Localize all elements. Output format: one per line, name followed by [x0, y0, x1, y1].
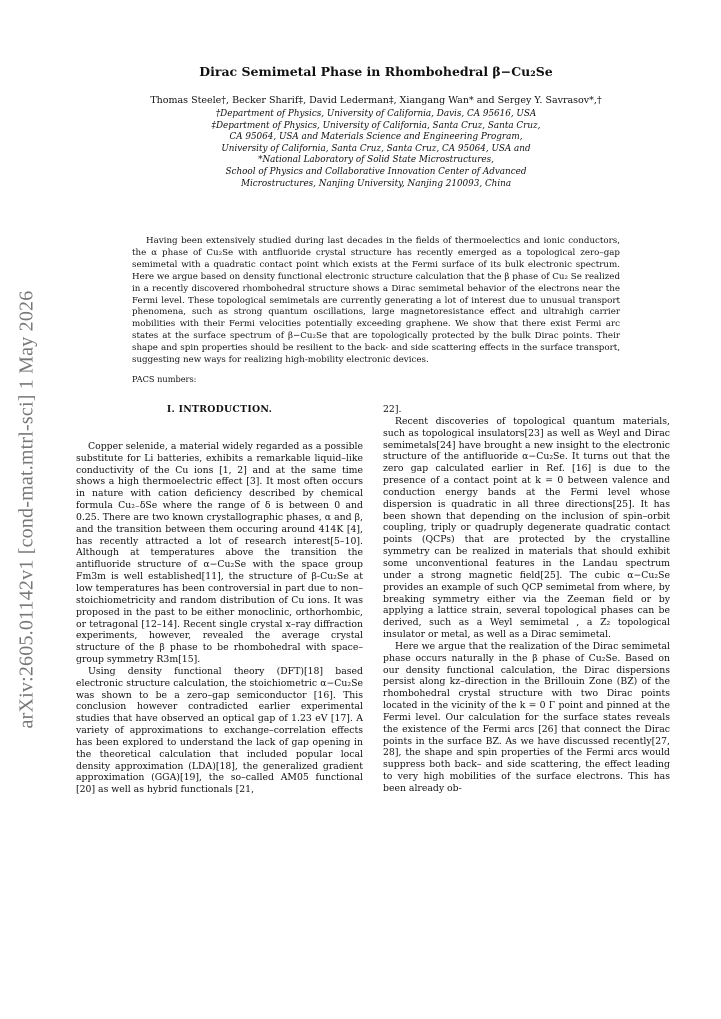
section-heading: I. INTRODUCTION. [166, 404, 273, 415]
right-column [383, 404, 670, 795]
arxiv-sidebar-stamp [8, 0, 46, 1019]
paragraph: Copper selenide, a material widely regarded as a possible substitute for Li batteries, exhibits a remarkable liquid–like conductivity of the Cu ions [1, 2] and at the same time shows a high thermoelectric effect [3]. It most often occurs in nature with cation deficiency described by chemical formula Cu₂₋δSe where the range of δ is between 0 and 0.25. There are two known crystallographic phases, α and β, and the transition between them occuring around 414K [4], has recently attracted a lot of research interest[5–10]. Although at temperatures above the transition the antifluoride structure of α−Cu₂Se with the space group Fm3m is well established[11], the structure of β-Cu₂Se at low temperatures has been controversial in part due to non–stoichiometricity and random distribution of Cu ions. It was proposed in the past to be either monoclinic, orthorhombic, or tetragonal [12–14]. Recent single crystal x–ray diffraction experiments, however, revealed the average crystal structure of the β phase to be rhombohedral with space–group symmetry R3m[15]. [76, 440, 363, 666]
affiliation-line: School of Physics and Collaborative Innovation Center of Advanced [225, 166, 527, 177]
affiliations [76, 109, 676, 190]
affiliation-line: *National Laboratory of Solid State Microstructures, [258, 155, 494, 166]
author-list: Thomas Steele†, Becker Sharif‡, David Lederman‡, Xiangang Wan* and Sergey Y. Savrasov*,† [150, 95, 602, 106]
paragraph: Using density functional theory (DFT)[18] based electronic structure calculation, the stoichiometric α−Cu₂Se was shown to be a zero–gap semiconductor [16]. This conclusion however contradicted earlier experimental studies that have observed an optical gap of 1.23 eV [17]. A variety of approximations to exchange–correlation effects has been explored to understand the lack of gap opening in the theoretical calculation that included popular local density approximation (LDA)[18], the generalized gradient approximation (GGA)[19], the so–called AM05 functional [20] as well as hybrid functionals [21, [76, 665, 363, 796]
affiliation-line: †Department of Physics, University of California, Davis, CA 95616, USA [215, 109, 537, 119]
paper-title: Dirac Semimetal Phase in Rhombohedral β−Cu₂Se [199, 64, 553, 79]
affiliation-line: Microstructures, Nanjing University, Nanjing 210093, China [240, 178, 512, 189]
paragraph: 22]. [383, 404, 402, 415]
affiliation-line: CA 95064, USA and Materials Science and Engineering Program, [229, 132, 523, 143]
paragraph: Recent discoveries of topological quantum materials, such as topological insulators[23] as well as Weyl and Dirac semimetals[24] have brought a new insight to the electronic structure of the antifluoride α−Cu₂Se. It turns out that the zero gap calculated earlier in Ref. [16] is due to the presence of a contact point at k = 0 between valence and conduction energy bands at the Fermi level whose dispersion is quadratic in all three directions[25]. It has been shown that depending on the inclusion of spin–orbit coupling, triply or quadruply degenerate quadratic contact points (QCPs) that are protected by the crystalline symmetry can be realized in materials that should exhibit some unconventional features in the Landau spectrum under a strong magnetic field[25]. The cubic α−Cu₂Se provides an example of such QCP semimetal from where, by breaking symmetry either via the Zeeman field or by applying a lattice strain, several topological phases can be derived, such as a Weyl semimetal , a Z₂ topological insulator or metal, as well as a Dirac semimetal. [383, 415, 670, 641]
arxiv-identifier: arXiv:2605.01142v1 [cond-mat.mtrl-sci] 1 May 2026 [15, 290, 38, 729]
paragraph: Here we argue that the realization of the Dirac semimetal phase occurs naturally in the β phase of Cu₂Se. Based on our density functional calculation, the Dirac dispersions persist along kz–direction in the Brillouin Zone (BZ) of the rhombohedral crystal structure with two Dirac points located in the vicinity of the k = 0 Γ point and pinned at the Fermi level. Our calculation for the surface states reveals the existence of the Fermi arcs [26] that connect the Dirac points in the surface BZ. As we have discussed recently[27, 28], the shape and spin properties of the Fermi arcs would suppress both back– and side scattering, the effect leading to very high mobilities of the surface electrons. This has been already ob- [383, 640, 670, 794]
affiliation-line: ‡Department of Physics, University of California, Santa Cruz, Santa Cruz, [211, 120, 541, 131]
left-column [76, 404, 363, 796]
pacs-numbers: PACS numbers: [132, 374, 197, 384]
affiliation-line: University of California, Santa Cruz, Santa Cruz, CA 95064, USA and [221, 143, 531, 154]
abstract: Having been extensively studied during last decades in the fields of thermoelectics and ionic conductors, the α phase of Cu₂Se with antfluoride crystal structure has recently emerged as a topological zero–gap semimetal with a quadratic contact point which exists at the Fermi surface of its bulk electronic spectrum. Here we argue based on density functional electronic structure calculation that the β phase of Cu₂ Se realized in a recently discovered rhombohedral structure shows a Dirac semimetal behavior of the electrons near the Fermi level. These topological semimetals are currently generating a lot of interest due to unusual transport phenomena, such as strong quantum oscillations, large magnetoresistance effect and ultrahigh carrier mobilities with their Fermi velocities potentially exceeding graphene. We show that there exist Fermi arc states at the surface spectrum of β−Cu₂Se that are topologically protected by the bulk Dirac points. Their shape and spin properties should be resilient to the back- and side scattering effects in the surface transport, suggesting new ways for realizing high-mobility electronic devices. [132, 236, 620, 366]
